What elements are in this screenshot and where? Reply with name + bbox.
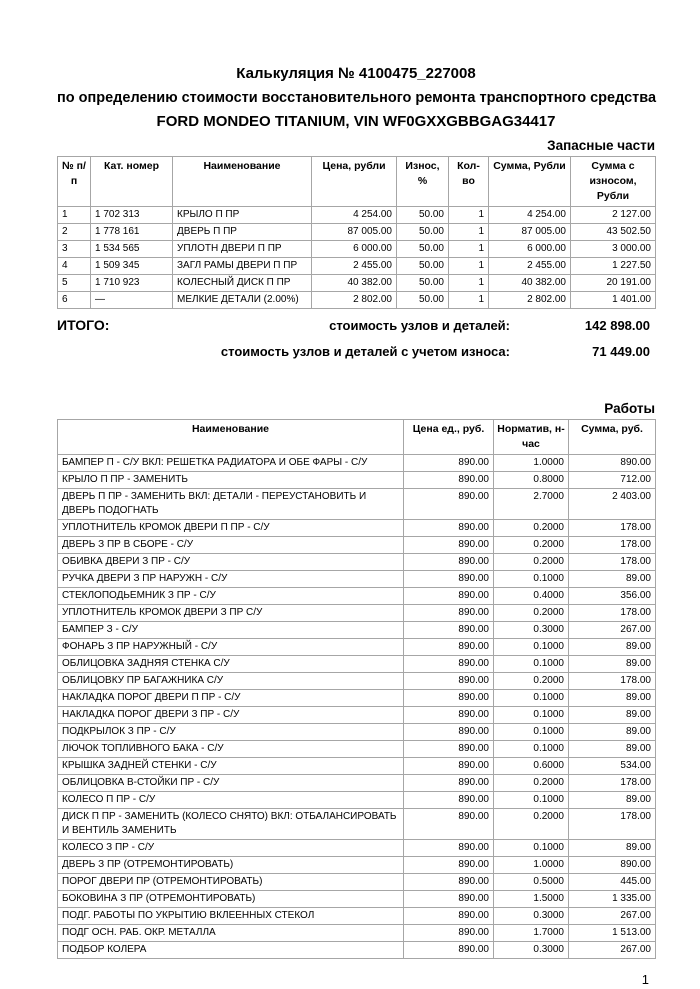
works-table xyxy=(57,419,656,959)
column-header: Кат. номер xyxy=(91,157,173,207)
table-row xyxy=(58,275,656,292)
table-cell: 1 710 923 xyxy=(91,275,173,292)
table-row xyxy=(58,840,656,857)
table-cell: 1 xyxy=(449,292,489,309)
table-cell: 890.00 xyxy=(404,588,494,605)
table-cell: 890.00 xyxy=(404,792,494,809)
table-cell: 445.00 xyxy=(569,874,656,891)
column-header: Наименование xyxy=(173,157,312,207)
table-row xyxy=(58,292,656,309)
table-cell: 1.0000 xyxy=(494,857,569,874)
table-cell: 534.00 xyxy=(569,758,656,775)
table-cell: 0.3000 xyxy=(494,908,569,925)
table-row xyxy=(58,724,656,741)
table-cell: 0.2000 xyxy=(494,537,569,554)
table-cell: ПОДГ. РАБОТЫ ПО УКРЫТИЮ ВКЛЕЕННЫХ СТЕКОЛ xyxy=(58,908,404,925)
table-cell: 89.00 xyxy=(569,741,656,758)
table-row xyxy=(58,857,656,874)
table-cell: 2.7000 xyxy=(494,489,569,520)
table-cell: 2 455.00 xyxy=(312,258,397,275)
table-cell: КОЛЕСО П ПР - С/У xyxy=(58,792,404,809)
table-row xyxy=(58,707,656,724)
table-row xyxy=(58,554,656,571)
table-cell: 890.00 xyxy=(404,925,494,942)
table-cell: НАКЛАДКА ПОРОГ ДВЕРИ П ПР - С/У xyxy=(58,690,404,707)
table-cell: 890.00 xyxy=(404,537,494,554)
table-row xyxy=(58,241,656,258)
table-cell: 0.1000 xyxy=(494,741,569,758)
table-cell: 87 005.00 xyxy=(489,224,571,241)
table-cell: 0.2000 xyxy=(494,520,569,537)
table-cell: ЗАГЛ РАМЫ ДВЕРИ П ПР xyxy=(173,258,312,275)
table-row xyxy=(58,690,656,707)
table-cell: 3 000.00 xyxy=(571,241,656,258)
column-header: № п/п xyxy=(58,157,91,207)
table-row xyxy=(58,758,656,775)
works-table-body xyxy=(58,455,656,959)
totals-line-parts-wear xyxy=(57,344,655,359)
table-cell: 2 802.00 xyxy=(312,292,397,309)
table-cell: 1 xyxy=(58,207,91,224)
table-cell: — xyxy=(91,292,173,309)
table-cell: 50.00 xyxy=(397,292,449,309)
table-cell: КОЛЕСНЫЙ ДИСК П ПР xyxy=(173,275,312,292)
table-cell: МЕЛКИЕ ДЕТАЛИ (2.00%) xyxy=(173,292,312,309)
table-cell: 267.00 xyxy=(569,942,656,959)
table-row xyxy=(58,792,656,809)
table-cell: 890.00 xyxy=(404,673,494,690)
table-cell: 890.00 xyxy=(569,455,656,472)
table-cell: 0.1000 xyxy=(494,656,569,673)
table-row xyxy=(58,588,656,605)
table-cell: 178.00 xyxy=(569,673,656,690)
table-cell: 890.00 xyxy=(404,758,494,775)
table-cell: 2 127.00 xyxy=(571,207,656,224)
table-cell: 178.00 xyxy=(569,605,656,622)
table-row xyxy=(58,489,656,520)
table-cell: 890.00 xyxy=(404,455,494,472)
column-header: Сумма, руб. xyxy=(569,420,656,455)
table-cell: 1 xyxy=(449,207,489,224)
table-row xyxy=(58,908,656,925)
table-cell: КОЛЕСО З ПР - С/У xyxy=(58,840,404,857)
column-header: Износ, % xyxy=(397,157,449,207)
totals-wear-label: стоимость узлов и деталей с учетом износа: xyxy=(220,344,510,359)
table-cell: 178.00 xyxy=(569,520,656,537)
table-cell: 0.3000 xyxy=(494,622,569,639)
table-cell: 87 005.00 xyxy=(312,224,397,241)
table-cell: УПЛОТНИТЕЛЬ КРОМОК ДВЕРИ З ПР С/У xyxy=(58,605,404,622)
table-cell: 1 513.00 xyxy=(569,925,656,942)
table-row xyxy=(58,520,656,537)
totals-wear-value: 71 449.00 xyxy=(592,344,650,359)
table-row xyxy=(58,537,656,554)
table-cell: 890.00 xyxy=(404,690,494,707)
table-row xyxy=(58,207,656,224)
table-cell: 890.00 xyxy=(404,554,494,571)
table-cell: ДВЕРЬ З ПР В СБОРЕ - С/У xyxy=(58,537,404,554)
table-cell: 89.00 xyxy=(569,840,656,857)
table-row xyxy=(58,741,656,758)
table-cell: 0.1000 xyxy=(494,840,569,857)
table-cell: 4 xyxy=(58,258,91,275)
column-header: Наименование xyxy=(58,420,404,455)
table-row xyxy=(58,472,656,489)
table-cell: 0.1000 xyxy=(494,690,569,707)
header-row xyxy=(58,157,656,207)
table-cell: 890.00 xyxy=(404,605,494,622)
table-cell: 267.00 xyxy=(569,908,656,925)
table-cell: 890.00 xyxy=(404,520,494,537)
table-row xyxy=(58,942,656,959)
table-cell: 89.00 xyxy=(569,639,656,656)
table-cell: 2 403.00 xyxy=(569,489,656,520)
table-row xyxy=(58,455,656,472)
table-cell: 178.00 xyxy=(569,809,656,840)
table-cell: 178.00 xyxy=(569,537,656,554)
table-cell: ДВЕРЬ П ПР xyxy=(173,224,312,241)
table-cell: 0.1000 xyxy=(494,571,569,588)
table-cell: 50.00 xyxy=(397,275,449,292)
table-cell: 4 254.00 xyxy=(312,207,397,224)
table-cell: КРЫЛО П ПР xyxy=(173,207,312,224)
totals-parts-value: 142 898.00 xyxy=(584,318,650,333)
table-row xyxy=(58,656,656,673)
document-title: Калькуляция № 4100475_227008 xyxy=(236,65,476,82)
table-row xyxy=(58,571,656,588)
table-cell: 1 401.00 xyxy=(571,292,656,309)
header-row xyxy=(58,420,656,455)
column-header: Сумма, Рубли xyxy=(489,157,571,207)
totals-parts-label: стоимость узлов и деталей: xyxy=(329,318,510,333)
table-cell: 890.00 xyxy=(404,707,494,724)
table-cell: ЛЮЧОК ТОПЛИВНОГО БАКА - С/У xyxy=(58,741,404,758)
column-header: Цена, рубли xyxy=(312,157,397,207)
table-cell: ДИСК П ПР - ЗАМЕНИТЬ (КОЛЕСО СНЯТО) ВКЛ: ОТБАЛАНСИРОВАТЬ И ВЕНТИЛЬ ЗАМЕНИТЬ xyxy=(58,809,404,840)
table-cell: 890.00 xyxy=(404,724,494,741)
table-cell: 1 509 345 xyxy=(91,258,173,275)
table-cell: БОКОВИНА З ПР (ОТРЕМОНТИРОВАТЬ) xyxy=(58,891,404,908)
works-table-header xyxy=(58,420,656,455)
table-cell: 50.00 xyxy=(397,241,449,258)
table-row xyxy=(58,775,656,792)
table-cell: 890.00 xyxy=(404,639,494,656)
table-cell: ПОДКРЫЛОК З ПР - С/У xyxy=(58,724,404,741)
table-cell: 267.00 xyxy=(569,622,656,639)
table-cell: 40 382.00 xyxy=(489,275,571,292)
table-cell: ОБЛИЦОВКА ЗАДНЯЯ СТЕНКА С/У xyxy=(58,656,404,673)
table-cell: 0.2000 xyxy=(494,554,569,571)
table-cell: 0.5000 xyxy=(494,874,569,891)
table-row xyxy=(58,622,656,639)
table-cell: 50.00 xyxy=(397,258,449,275)
table-cell: 0.2000 xyxy=(494,809,569,840)
table-cell: 0.3000 xyxy=(494,942,569,959)
table-cell: КРЫЛО П ПР - ЗАМЕНИТЬ xyxy=(58,472,404,489)
totals-itogo-label: ИТОГО: xyxy=(57,317,110,333)
table-row xyxy=(58,874,656,891)
table-cell: 1 702 313 xyxy=(91,207,173,224)
column-header: Норматив, н-час xyxy=(494,420,569,455)
table-cell: 0.1000 xyxy=(494,639,569,656)
table-cell: 890.00 xyxy=(404,809,494,840)
document-subtitle: по определению стоимости восстановительного ремонта транспортного средства xyxy=(57,90,657,106)
table-cell: 890.00 xyxy=(404,874,494,891)
table-cell: РУЧКА ДВЕРИ З ПР НАРУЖН - С/У xyxy=(58,571,404,588)
table-cell: 890.00 xyxy=(404,622,494,639)
table-row xyxy=(58,224,656,241)
table-cell: 1 534 565 xyxy=(91,241,173,258)
table-cell: 890.00 xyxy=(569,857,656,874)
table-cell: 89.00 xyxy=(569,656,656,673)
table-cell: 0.2000 xyxy=(494,605,569,622)
table-row xyxy=(58,673,656,690)
table-cell: 356.00 xyxy=(569,588,656,605)
parts-table xyxy=(57,156,656,309)
table-cell: 1.0000 xyxy=(494,455,569,472)
table-cell: БАМПЕР З - С/У xyxy=(58,622,404,639)
table-cell: 0.1000 xyxy=(494,707,569,724)
table-cell: 890.00 xyxy=(404,857,494,874)
table-cell: 1 778 161 xyxy=(91,224,173,241)
table-cell: УПЛОТНИТЕЛЬ КРОМОК ДВЕРИ П ПР - С/У xyxy=(58,520,404,537)
table-cell: ПОДБОР КОЛЕРА xyxy=(58,942,404,959)
table-cell: ДВЕРЬ П ПР - ЗАМЕНИТЬ ВКЛ: ДЕТАЛИ - ПЕРЕУСТАНОВИТЬ И ДВЕРЬ ПОДОГНАТЬ xyxy=(58,489,404,520)
table-cell: ПОРОГ ДВЕРИ ПР (ОТРЕМОНТИРОВАТЬ) xyxy=(58,874,404,891)
table-cell: ОБИВКА ДВЕРИ З ПР - С/У xyxy=(58,554,404,571)
table-row xyxy=(58,258,656,275)
table-cell: 712.00 xyxy=(569,472,656,489)
table-cell: ОБЛИЦОВКУ ПР БАГАЖНИКА С/У xyxy=(58,673,404,690)
table-cell: 2 455.00 xyxy=(489,258,571,275)
table-cell: 6 000.00 xyxy=(312,241,397,258)
table-row xyxy=(58,925,656,942)
table-cell: 1.7000 xyxy=(494,925,569,942)
table-cell: 0.2000 xyxy=(494,775,569,792)
parts-section-heading: Запасные части xyxy=(547,138,655,153)
table-cell: 1 227.50 xyxy=(571,258,656,275)
works-section-heading: Работы xyxy=(604,401,655,416)
table-row xyxy=(58,605,656,622)
table-cell: 890.00 xyxy=(404,908,494,925)
table-cell: 890.00 xyxy=(404,656,494,673)
table-cell: 0.2000 xyxy=(494,673,569,690)
totals-section xyxy=(57,318,655,359)
table-cell: 178.00 xyxy=(569,554,656,571)
table-cell: 43 502.50 xyxy=(571,224,656,241)
column-header: Кол-во xyxy=(449,157,489,207)
document-header xyxy=(57,62,655,134)
table-row xyxy=(58,891,656,908)
column-header: Сумма с износом, Рубли xyxy=(571,157,656,207)
column-header: Цена ед., руб. xyxy=(404,420,494,455)
table-cell: 2 xyxy=(58,224,91,241)
table-cell: 89.00 xyxy=(569,571,656,588)
totals-line-parts xyxy=(57,318,655,333)
table-cell: 1 xyxy=(449,275,489,292)
table-cell: ДВЕРЬ З ПР (ОТРЕМОНТИРОВАТЬ) xyxy=(58,857,404,874)
table-cell: 6 000.00 xyxy=(489,241,571,258)
table-cell: СТЕКЛОПОДЬЕМНИК З ПР - С/У xyxy=(58,588,404,605)
table-cell: 89.00 xyxy=(569,690,656,707)
table-cell: 1 xyxy=(449,258,489,275)
table-cell: 890.00 xyxy=(404,840,494,857)
page-number: 1 xyxy=(641,972,649,987)
table-cell: 0.1000 xyxy=(494,792,569,809)
table-cell: 0.6000 xyxy=(494,758,569,775)
table-cell: 890.00 xyxy=(404,775,494,792)
table-cell: БАМПЕР П - С/У ВКЛ: РЕШЕТКА РАДИАТОРА И ОБЕ ФАРЫ - С/У xyxy=(58,455,404,472)
table-cell: 890.00 xyxy=(404,741,494,758)
table-row xyxy=(58,639,656,656)
table-cell: НАКЛАДКА ПОРОГ ДВЕРИ З ПР - С/У xyxy=(58,707,404,724)
table-cell: 1 xyxy=(449,241,489,258)
table-cell: 1 335.00 xyxy=(569,891,656,908)
table-cell: 5 xyxy=(58,275,91,292)
table-cell: УПЛОТН ДВЕРИ П ПР xyxy=(173,241,312,258)
table-cell: 890.00 xyxy=(404,942,494,959)
table-cell: 6 xyxy=(58,292,91,309)
table-cell: 1.5000 xyxy=(494,891,569,908)
table-cell: 178.00 xyxy=(569,775,656,792)
table-cell: ФОНАРЬ З ПР НАРУЖНЫЙ - С/У xyxy=(58,639,404,656)
parts-table-body xyxy=(58,207,656,309)
table-cell: 890.00 xyxy=(404,571,494,588)
table-cell: 0.1000 xyxy=(494,724,569,741)
table-cell: 89.00 xyxy=(569,792,656,809)
parts-table-header xyxy=(58,157,656,207)
table-row xyxy=(58,809,656,840)
table-cell: 0.8000 xyxy=(494,472,569,489)
table-cell: 0.4000 xyxy=(494,588,569,605)
vehicle-info: FORD MONDEO TITANIUM, VIN WF0GXXGBBGAG34417 xyxy=(156,113,556,130)
table-cell: 89.00 xyxy=(569,707,656,724)
table-cell: 4 254.00 xyxy=(489,207,571,224)
table-cell: 3 xyxy=(58,241,91,258)
table-cell: ОБЛИЦОВКА В-СТОЙКИ ПР - С/У xyxy=(58,775,404,792)
table-cell: 1 xyxy=(449,224,489,241)
table-cell: 2 802.00 xyxy=(489,292,571,309)
table-cell: 20 191.00 xyxy=(571,275,656,292)
table-cell: 89.00 xyxy=(569,724,656,741)
table-cell: 40 382.00 xyxy=(312,275,397,292)
table-cell: ПОДГ ОСН. РАБ. ОКР. МЕТАЛЛА xyxy=(58,925,404,942)
table-cell: 50.00 xyxy=(397,224,449,241)
table-cell: КРЫШКА ЗАДНЕЙ СТЕНКИ - С/У xyxy=(58,758,404,775)
table-cell: 50.00 xyxy=(397,207,449,224)
table-cell: 890.00 xyxy=(404,891,494,908)
table-cell: 890.00 xyxy=(404,489,494,520)
table-cell: 890.00 xyxy=(404,472,494,489)
